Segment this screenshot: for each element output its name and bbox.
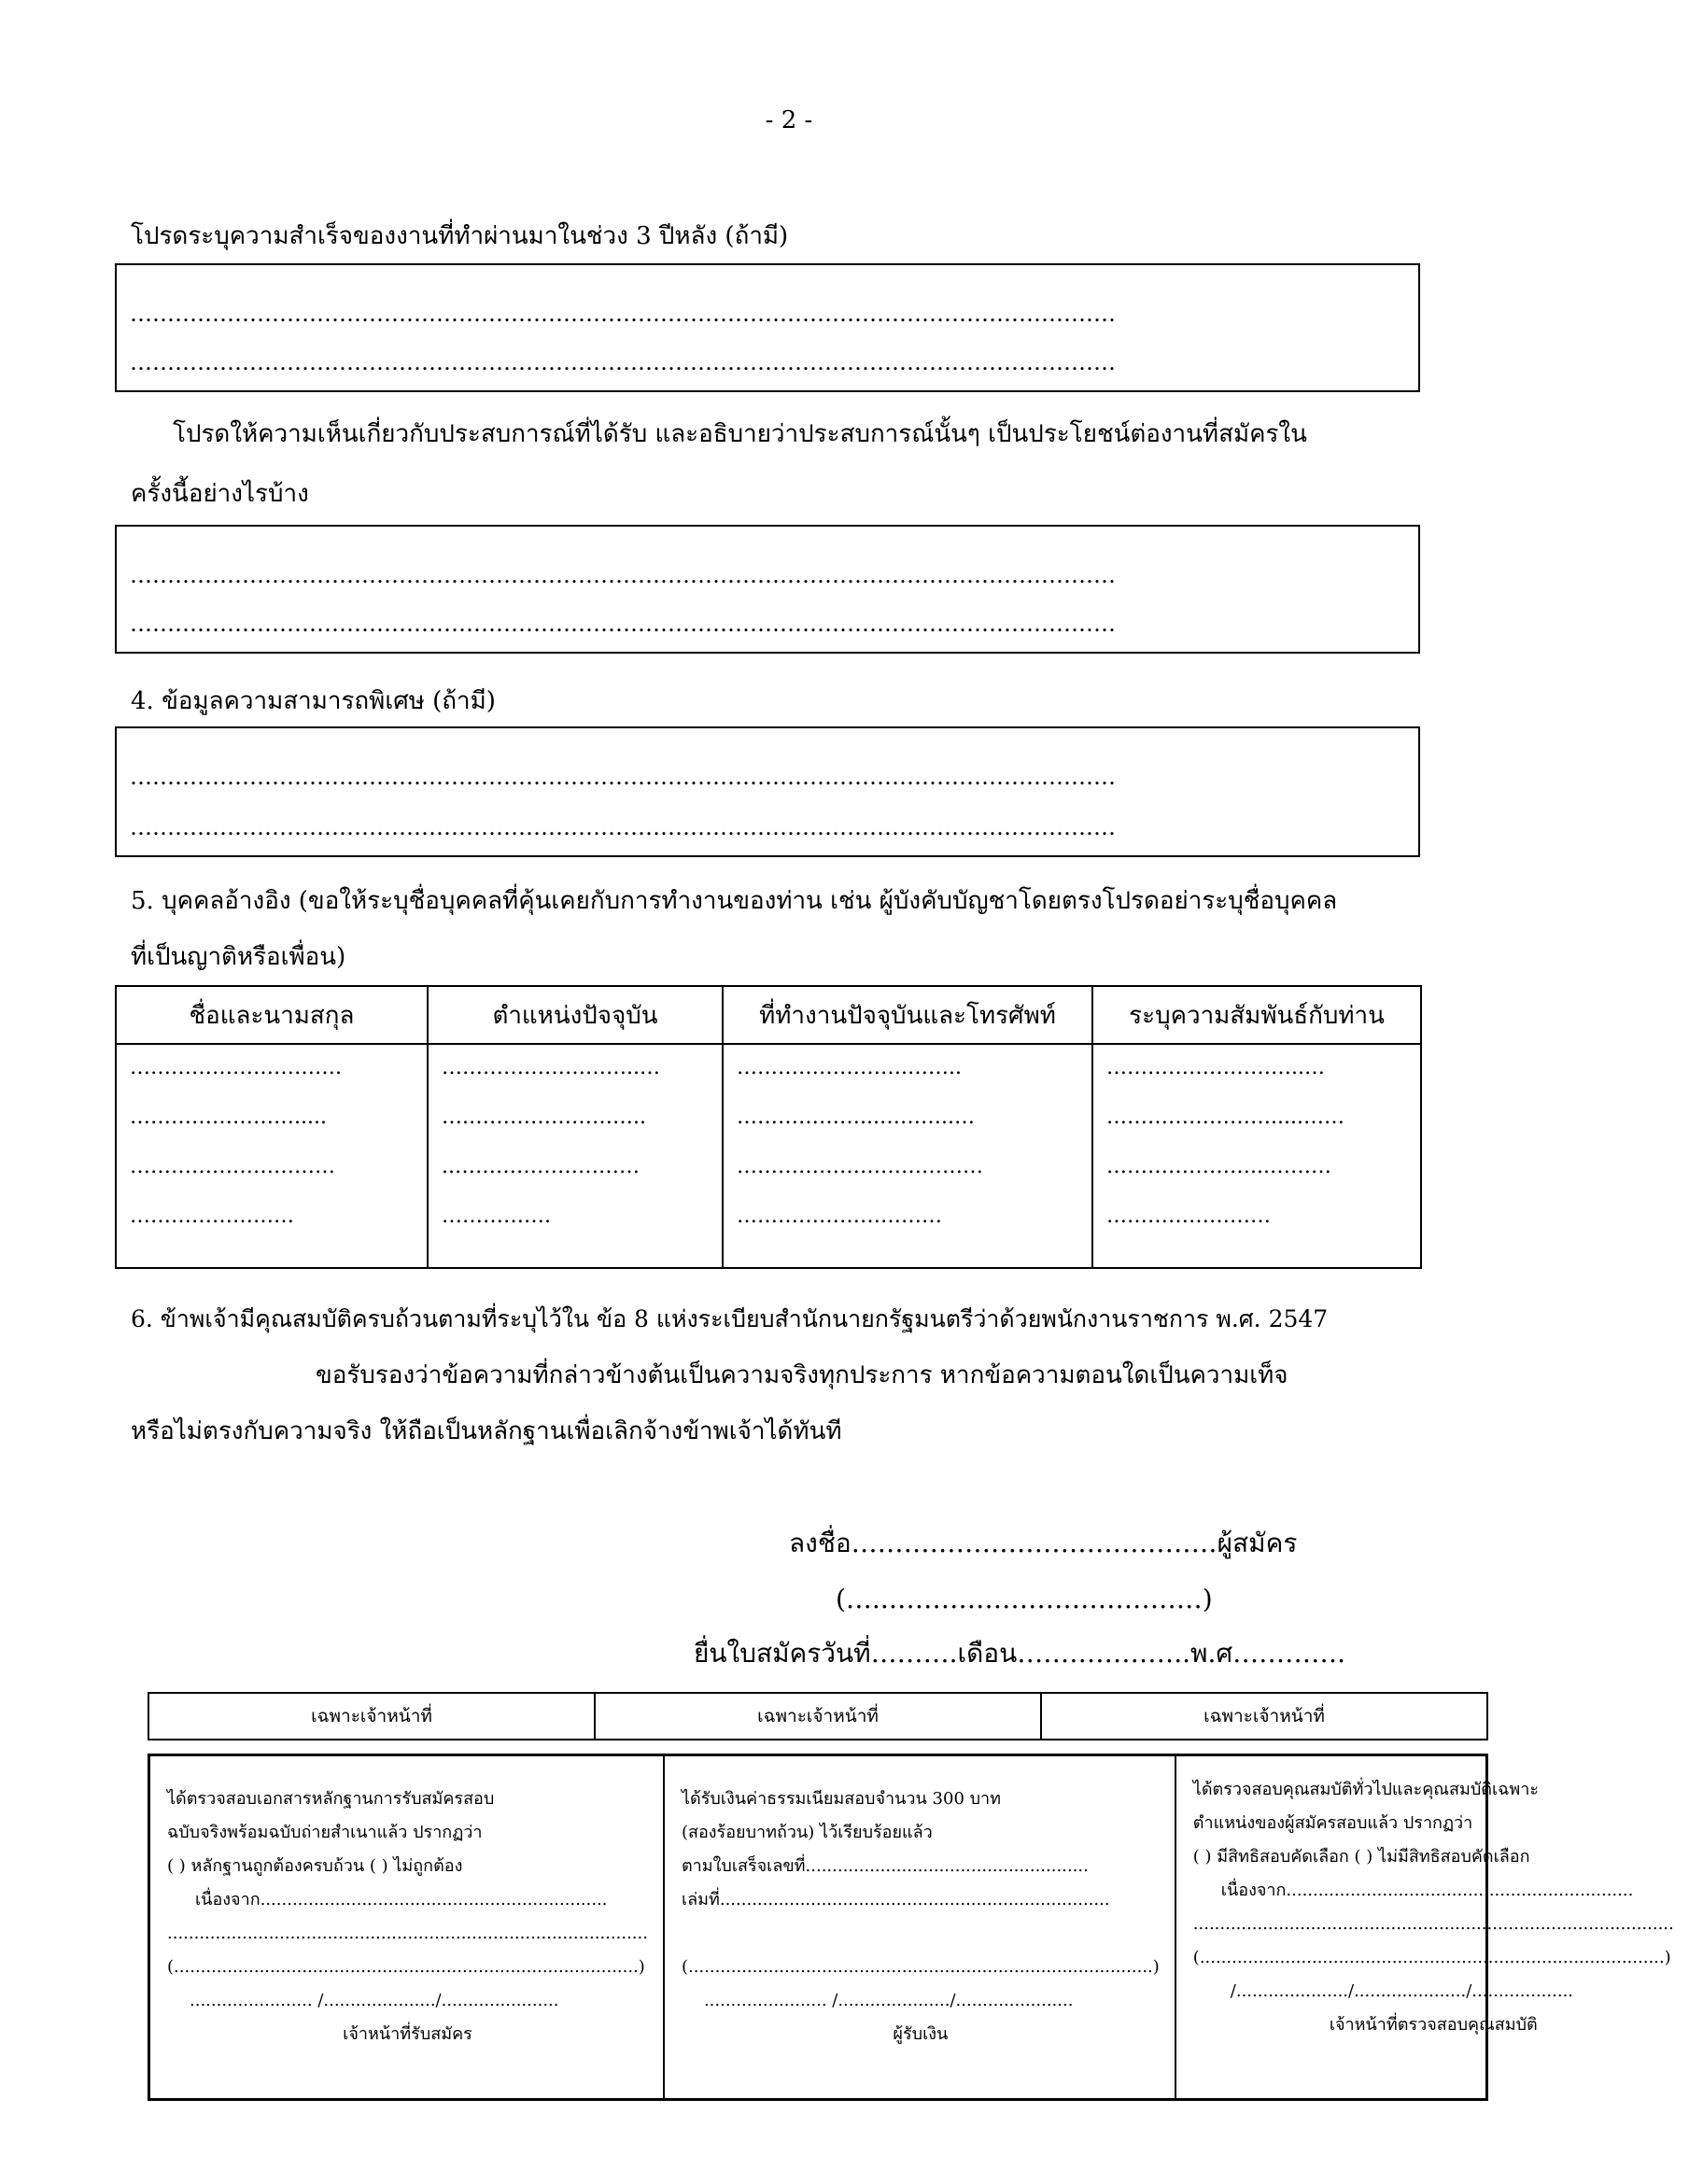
- doc-check-options[interactable]: ( ) หลักฐานถูกต้องครบถ้วน ( ) ไม่ถูกต้อง: [167, 1856, 463, 1876]
- qual-check-date[interactable]: /...................../...................../...................: [1230, 1981, 1574, 2001]
- doc-check-officer-name[interactable]: (.......................................................................................): [167, 1957, 645, 1977]
- header-current-position: ตำแหน่งปัจจุบัน: [428, 986, 723, 1044]
- workplace-line-4: …………………………: [737, 1205, 942, 1228]
- references-table: [115, 985, 1422, 1269]
- relationship-line-1: ………………………..…: [1106, 1056, 1325, 1079]
- qual-check-officer-name[interactable]: (.......................................................................................): [1192, 1948, 1671, 1967]
- workplace-line-2: ………………...………..…: [737, 1106, 975, 1129]
- name-line-4: ……………………: [130, 1205, 294, 1228]
- document-check-section: [150, 1756, 665, 2098]
- experience-line-2: ……………………………………………………………………………………………………………………: [130, 611, 1116, 637]
- doc-check-date[interactable]: ....................... /...................../......................: [190, 1991, 559, 2010]
- relationship-line-3: …………………...………: [1106, 1155, 1331, 1178]
- doc-check-officer-title: เจ้าหน้าที่รับสมัคร: [343, 2024, 472, 2044]
- experience-box[interactable]: [115, 525, 1420, 654]
- fee-date[interactable]: ....................... /...................../......................: [703, 1991, 1074, 2010]
- fee-receiver-name[interactable]: (.......................................................................................): [681, 1957, 1160, 1977]
- workplace-cell[interactable]: [723, 1044, 1092, 1268]
- references-label-line-1: 5. บุคคลอ้างอิง (ขอให้ระบุชื่อบุคคลที่คุ้นเคยกับการทำงานของท่าน เช่น ผู้บังคับบัญชาโดยตรงโปรดอย่าระบุชื่อบุคคล: [131, 887, 1338, 915]
- doc-check-line-1: ได้ตรวจสอบเอกสารหลักฐานการรับสมัครสอบ: [167, 1789, 495, 1809]
- qual-check-reason-continued[interactable]: ..........................................................................................: [1192, 1914, 1674, 1934]
- declaration-line-3: หรือไม่ตรงกับความจริง ให้ถือเป็นหลักฐานเพื่อเลิกจ้างข้าพเจ้าได้ทันที: [131, 1417, 842, 1445]
- special-abilities-line-2: ……………………………………………………………………………………………………………………: [130, 814, 1116, 840]
- name-line-1: ………………………….: [130, 1056, 342, 1079]
- qual-check-reason[interactable]: เนื่องจาก.................................................................: [1220, 1881, 1634, 1900]
- relationship-line-2: …………………….....……: [1106, 1106, 1344, 1129]
- qual-check-officer-title: เจ้าหน้าที่ตรวจสอบคุณสมบัติ: [1329, 2015, 1538, 2035]
- experience-line-1: ……………………………………………………………………………………………………………………: [130, 562, 1116, 588]
- declaration-line-1: 6. ข้าพเจ้ามีคุณสมบัติครบถ้วนตามที่ระบุไว้ใน ข้อ 8 แห่งระเบียบสำนักนายกรัฐมนตรีว่าด้วยพนักงานราชการ พ.ศ. 2547: [131, 1305, 1329, 1332]
- workplace-line-3: ………………………………: [737, 1155, 983, 1178]
- special-abilities-box[interactable]: [115, 726, 1420, 857]
- references-body-row: [116, 1044, 1421, 1268]
- doc-check-reason-continued[interactable]: ..........................................................................................: [167, 1923, 648, 1943]
- special-abilities-line-1: ……………………………………………………………………………………………………………………: [130, 764, 1116, 790]
- office-header-1: เฉพาะเจ้าหน้าที่: [149, 1694, 596, 1739]
- applicant-name-line[interactable]: (…..………………………………): [836, 1584, 1213, 1614]
- declaration-line-2: ขอรับรองว่าข้อความที่กล่าวข้างต้นเป็นความจริงทุกประการ หากข้อความตอนใดเป็นความเท็จ: [316, 1361, 1288, 1389]
- position-line-1: ………………………..…: [442, 1056, 660, 1079]
- relationship-cell[interactable]: [1092, 1044, 1421, 1268]
- header-workplace-phone: ที่ทำงานปัจจุบันและโทรศัพท์: [723, 986, 1092, 1044]
- qual-check-line-2: ตำแหน่งของผู้สมัครสอบแล้ว ปรากฏว่า: [1192, 1813, 1473, 1833]
- position-line-4: …………….: [442, 1205, 551, 1228]
- name-cell[interactable]: [116, 1044, 428, 1268]
- workplace-line-1: …………………….……..: [737, 1056, 962, 1079]
- qualification-check-section: [1176, 1756, 1689, 2098]
- page-number: - 2 -: [765, 106, 813, 134]
- doc-check-line-2: ฉบับจริงพร้อมฉบับถ่ายสำเนาแล้ว ปรากฏว่า: [167, 1823, 483, 1842]
- header-relationship: ระบุความสัมพันธ์กับท่าน: [1092, 986, 1421, 1044]
- special-abilities-label: 4. ข้อมูลความสามารถพิเศษ (ถ้ามี): [131, 687, 496, 715]
- signature-line[interactable]: ลงชื่อ……………………………………ผู้สมัคร: [789, 1528, 1298, 1558]
- fee-payment-section: [665, 1756, 1176, 2098]
- position-line-2: ….……………………..: [442, 1106, 646, 1129]
- doc-check-reason[interactable]: เนื่องจาก.................................................................: [195, 1890, 608, 1909]
- office-header-3: เฉพาะเจ้าหน้าที่: [1203, 1706, 1325, 1726]
- references-header-row: [116, 986, 1421, 1044]
- name-line-2: …………………….....: [130, 1106, 327, 1129]
- header-full-name: ชื่อและนามสกุล: [116, 986, 428, 1044]
- position-line-3: ..………………………: [442, 1155, 640, 1178]
- position-cell[interactable]: [428, 1044, 723, 1268]
- fee-book-number[interactable]: เล่มที่.........................................................................: [681, 1890, 1110, 1909]
- name-line-3: …………………………: [130, 1155, 335, 1178]
- application-date-line[interactable]: ยื่นใบสมัครวันที่……….เดือน………………..พ.ศ………….: [694, 1638, 1346, 1669]
- achievements-line-1: ……………………………………………………………………………………………………………………: [130, 301, 1116, 327]
- achievements-label: โปรดระบุความสำเร็จของงานที่ทำผ่านมาในช่วง 3 ปีหลัง (ถ้ามี): [131, 222, 789, 250]
- experience-label-line-2: ครั้งนี้อย่างไรบ้าง: [131, 480, 309, 508]
- office-use-header: [148, 1692, 1488, 1740]
- achievements-box[interactable]: [115, 263, 1420, 392]
- achievements-line-2: ……………………………………………………………………………………………………………………: [130, 349, 1116, 375]
- references-label-line-2: ที่เป็นญาติหรือเพื่อน): [131, 943, 346, 971]
- fee-line-2: (สองร้อยบาทถ้วน) ไว้เรียบร้อยแล้ว: [681, 1823, 933, 1842]
- fee-receipt-number[interactable]: ตามใบเสร็จเลขที่.....................................................: [681, 1856, 1089, 1876]
- experience-label-line-1: โปรดให้ความเห็นเกี่ยวกับประสบการณ์ที่ได้รับ และอธิบายว่าประสบการณ์นั้นๆ เป็นประโยชน์ต่องานที่สมัครใน: [173, 420, 1307, 448]
- fee-line-1: ได้รับเงินค่าธรรมเนียมสอบจำนวน 300 บาท: [681, 1789, 1002, 1809]
- relationship-line-4: ……………………: [1106, 1205, 1271, 1228]
- office-header-2: เฉพาะเจ้าหน้าที่: [596, 1694, 1042, 1739]
- office-use-body: [148, 1754, 1674, 2101]
- qual-check-line-1: ได้ตรวจสอบคุณสมบัติทั่วไปและคุณสมบัติเฉพาะ: [1192, 1780, 1539, 1799]
- fee-receiver-title: ผู้รับเงิน: [893, 2024, 949, 2044]
- qual-check-options[interactable]: ( ) มีสิทธิสอบคัดเลือก ( ) ไม่มีสิทธิสอบคัดเลือก: [1192, 1847, 1530, 1867]
